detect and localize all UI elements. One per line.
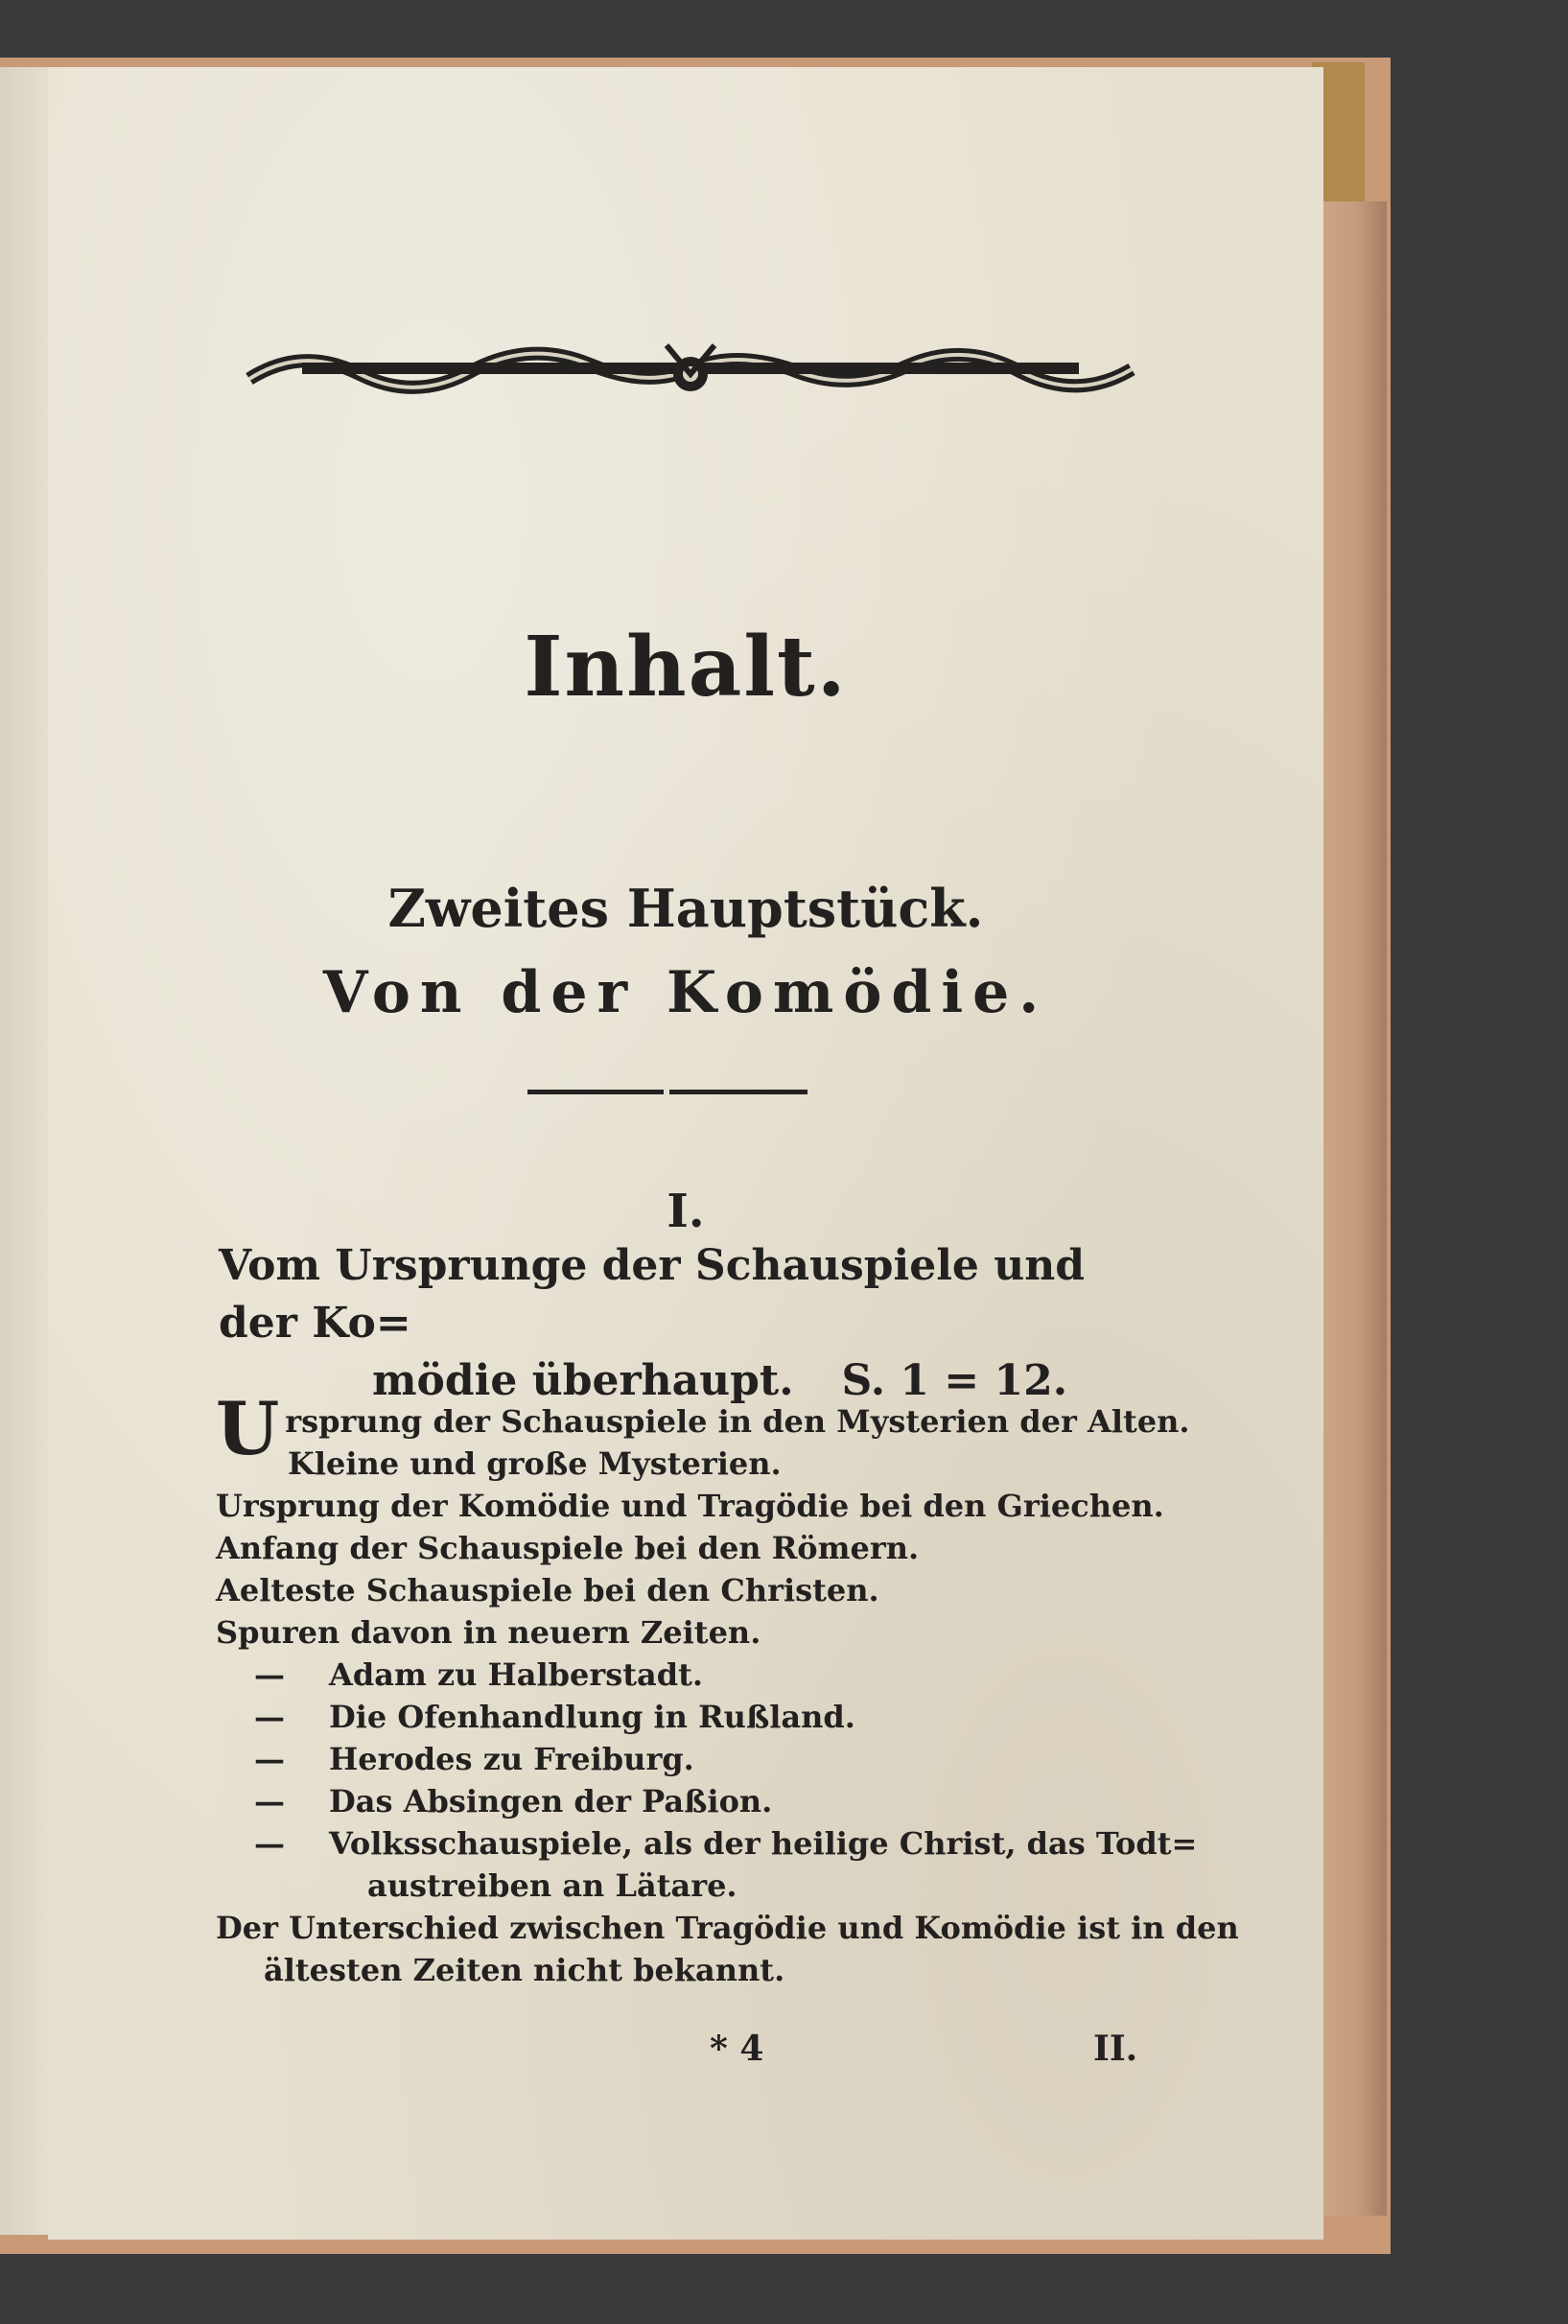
book-page [48,67,1323,2240]
list-subitem-text: Das Absingen der Paßion. [329,1783,773,1819]
chapter-heading: Zweites Hauptstück. [387,878,984,939]
page-title: Inhalt. [524,619,848,716]
list-subitem-text: Volksschauspiele, als der heilige Christ, das Todt= [329,1825,1198,1862]
chapter-subtitle: Von der Komödie. [322,959,1049,1026]
list-subitem-text: Adam zu Halberstadt. [329,1656,704,1693]
signature-mark: * 4 [710,2029,764,2069]
list-subitem-text: Herodes zu Freiburg. [329,1741,694,1777]
divider-rule [527,1090,807,1094]
list-item: Kleine und große Mysterien. [288,1445,782,1482]
list-item: rsprung der Schauspiele in den Mysterien der Alten. [285,1403,1190,1440]
list-subitem [216,1822,1198,1865]
contents-list [216,1386,1239,1991]
dash-marker: — [254,1699,285,1735]
section-heading [219,1237,1178,1410]
list-subitem [216,1654,1194,1696]
dash-marker: — [254,1783,285,1819]
list-subitem [216,1780,1194,1822]
dash-marker: — [254,1656,285,1693]
list-subitem [216,1738,1194,1780]
drop-initial: U [216,1386,280,1471]
page-footer [48,2029,1323,2077]
list-item: Aelteste Schauspiele bei den Christen. [216,1572,879,1608]
list-item: Spuren davon in neuern Zeiten. [216,1614,761,1651]
list-item: Der Unterschied zwischen Tragödie und Komödie ist in den [216,1910,1239,1946]
section-number: I. [667,1185,705,1238]
list-subitem-continuation: austreiben an Lätare. [367,1867,737,1904]
ribbon-garland-ornament [245,326,1136,414]
section-heading-text: mödie überhaupt. [372,1356,794,1405]
list-item: Anfang der Schauspiele bei den Römern. [216,1530,920,1566]
list-item-continuation: ältesten Zeiten nicht bekannt. [264,1952,785,1988]
dash-marker: — [254,1825,285,1862]
dash-marker: — [254,1741,285,1777]
section-heading-line1: Vom Ursprunge der Schauspiele und der Ko= [219,1241,1085,1348]
facing-page-edge [0,67,50,2235]
list-item: Ursprung der Komödie und Tragödie bei den Griechen. [216,1488,1164,1524]
list-subitem-text: Die Ofenhandlung in Rußland. [329,1699,855,1735]
section-page-range: S. 1 = 12. [841,1356,1068,1405]
list-subitem [216,1696,1194,1738]
catchword: II. [1093,2029,1138,2069]
